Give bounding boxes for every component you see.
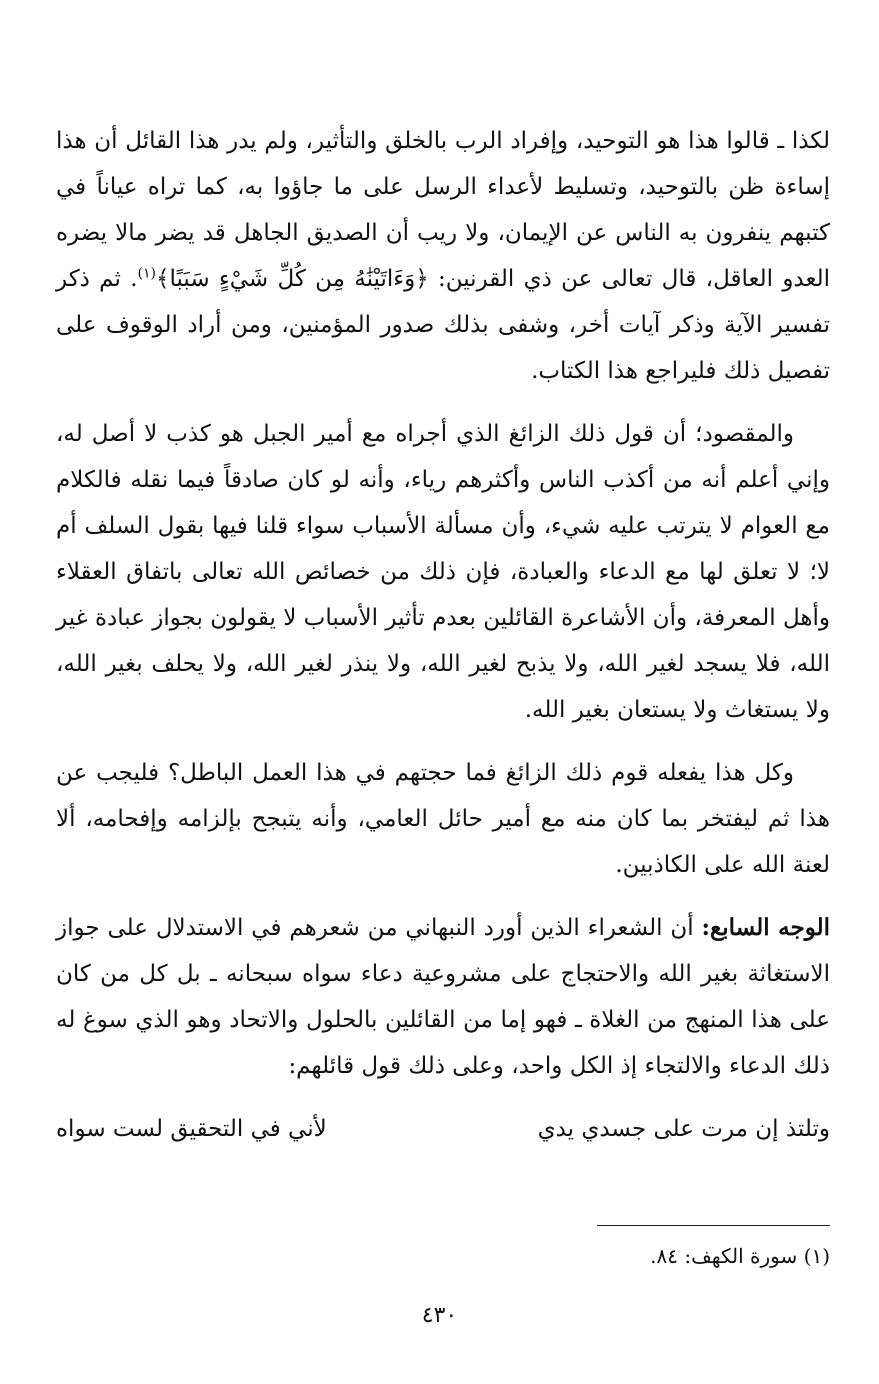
paragraph-2	[56, 411, 830, 733]
footnote: (١) سورة الكهف: ٨٤.	[650, 1244, 830, 1268]
paragraph-1-tail: . ثم ذكر تفسير الآية وذكر آيات أخر، وشفى بذلك صدور المؤمنين، ومن أراد الوقوف على تفصيل ذلك فليراجع هذا الكتاب.	[56, 266, 830, 384]
paragraph-4-text: أن الشعراء الذين أورد النبهاني من شعرهم في الاستدلال على جواز الاستغاثة بغير الله والاحتجاج على مشروعية دعاء سواه سبحانه ـ بل كل من كان على هذا المنهج من الغلاة ـ فهو إما من القائلين بالحلول والاتحاد وهو الذي سوغ له ذلك الدعاء والالتجاء إذ الكل واحد، وعلى ذلك قول قائلهم:	[56, 915, 830, 1079]
paragraph-3	[56, 750, 830, 888]
paragraph-1	[56, 118, 830, 394]
paragraph-1-text: لكذا ـ قالوا هذا هو التوحيد، وإفراد الرب بالخلق والتأثير، ولم يدر هذا القائل أن هذا إساءة ظن بالتوحيد، وتسليط لأعداء الرسل على ما جاؤوا به، كما تراه عياناً في كتبهم ينفرون به الناس عن الإيمان، ولا ريب أن الصديق الجاهل قد يضر مالا يضره العدو العاقل، قال تعالى عن ذي القرنين: ﴿وَءَاتَيْنَٰهُ مِن كُلِّ شَيْءٍ سَبَبًا﴾	[56, 128, 830, 292]
footnote-reference[interactable]: (١)	[137, 265, 156, 282]
page-number: ٤٣٠	[421, 1303, 458, 1328]
paragraph-4	[56, 905, 830, 1089]
section-heading: الوجه السابع:	[701, 914, 830, 941]
paragraph-3-text: وكل هذا يفعله قوم ذلك الزائغ فما حجتهم في هذا العمل الباطل؟ فليجب عن هذا ثم ليفتخر بما كان منه مع أمير حائل العامي، وأنه يتبجح بإلزامه وإفحامه، ألا لعنة الله على الكاذبين.	[56, 760, 830, 878]
footnote-divider	[597, 1225, 830, 1226]
page-body	[56, 118, 830, 1152]
paragraph-2-text: والمقصود؛ أن قول ذلك الزائغ الذي أجراه مع أمير الجبل هو كذب لا أصل له، وإني أعلم أنه من أكذب الناس وأكثرهم رياء، وأنه لو كان صادقاً فيما نقله فالكلام مع العوام لا يترتب عليه شيء، وأن مسألة الأسباب سواء قلنا فيها بقول السلف أم لا؛ لا تعلق لها مع الدعاء والعبادة، فإن ذلك من خصائص الله تعالى باتفاق العقلاء وأهل المعرفة، وأن الأشاعرة القائلين بعدم تأثير الأسباب لا يقولون بجواز عبادة غير الله، فلا يسجد لغير الله، ولا يذبح لغير الله، ولا ينذر لغير الله، ولا يحلف بغير الله، ولا يستغاث ولا يستعان بغير الله.	[56, 421, 830, 723]
poetry-verse	[56, 1106, 830, 1152]
verse-first-hemistich: وتلتذ إن مرت على جسدي يدي	[537, 1116, 830, 1142]
verse-second-hemistich: لأني في التحقيق لست سواه	[56, 1116, 327, 1142]
